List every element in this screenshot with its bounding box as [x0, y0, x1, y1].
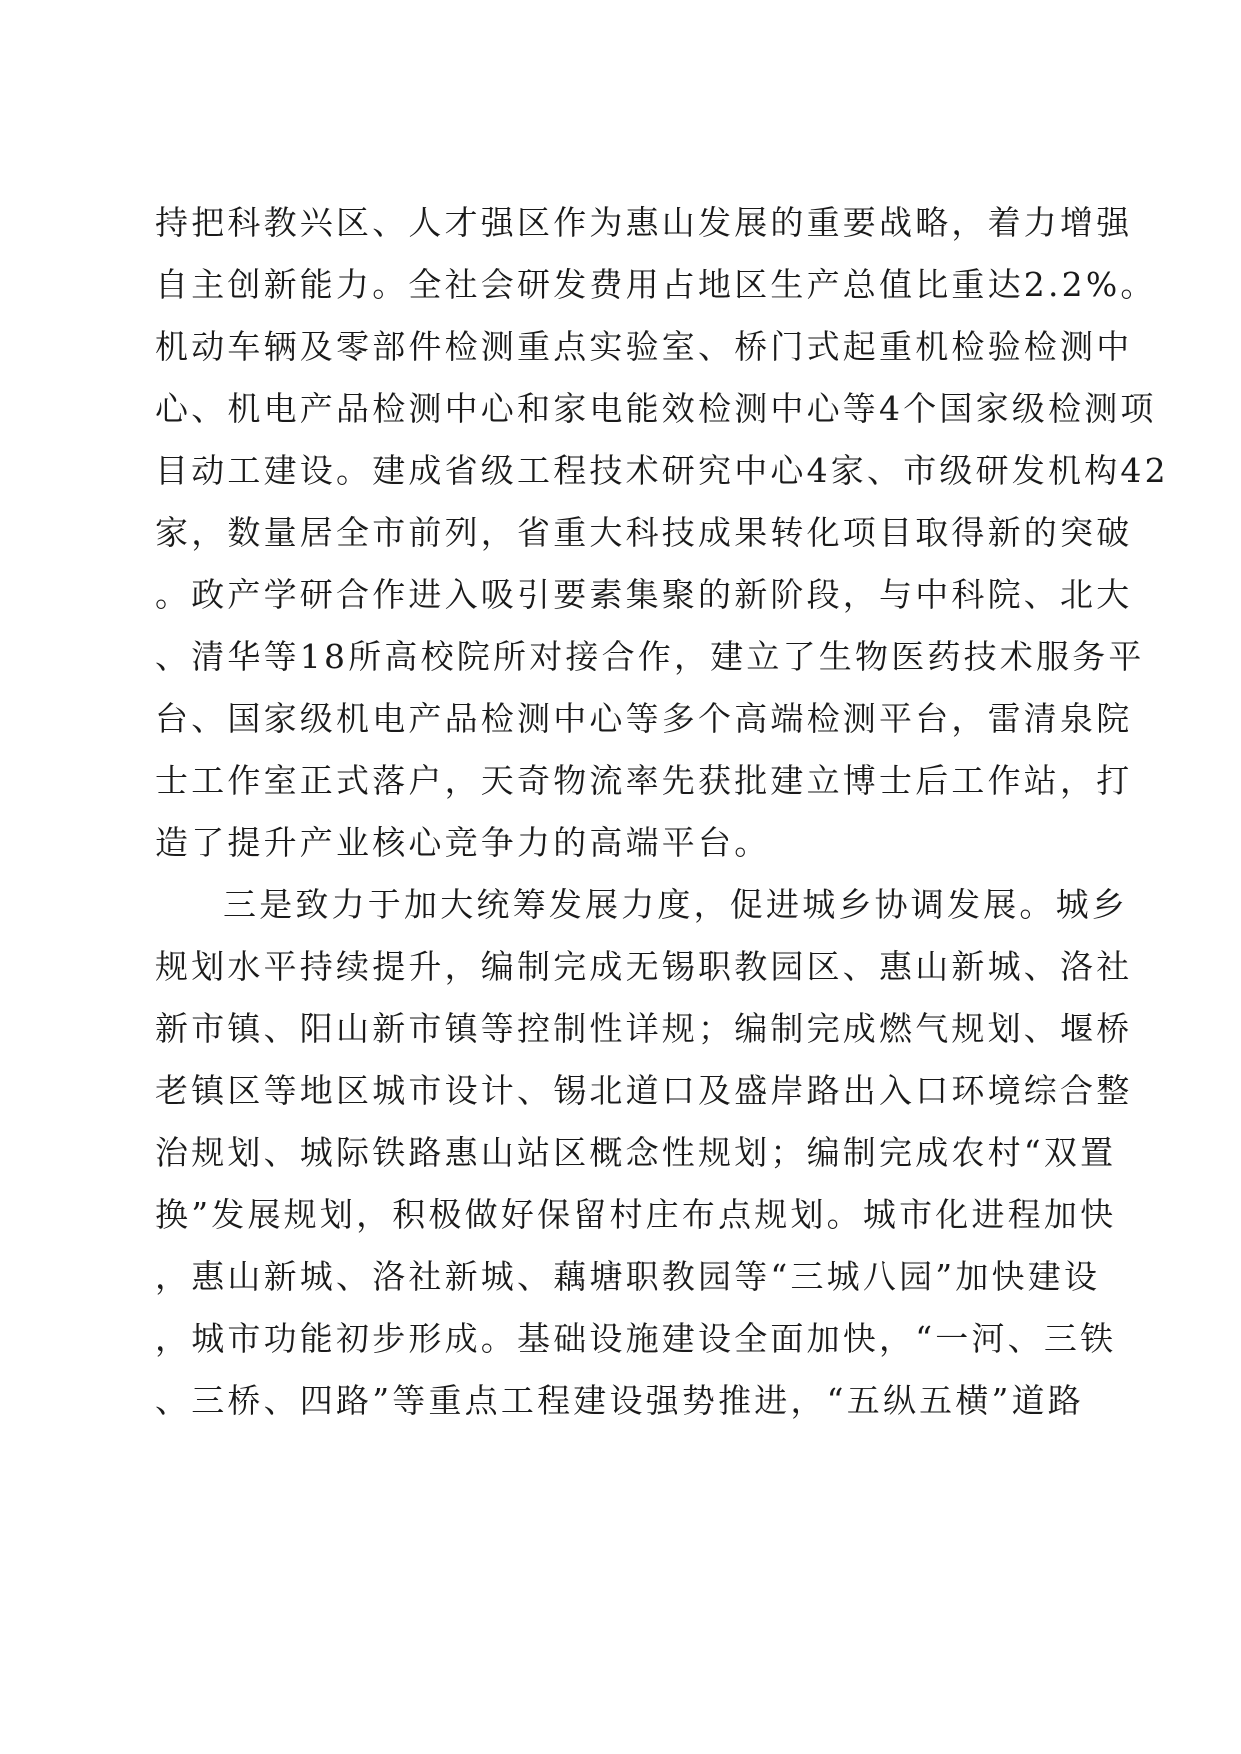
text-line: 治规划、城际铁路惠山站区概念性规划；编制完成农村“双置: [155, 1133, 1117, 1172]
paragraph-start-line: 三是致力于加大统筹发展力度，促进城乡协调发展。城乡: [223, 885, 1128, 924]
text-line: 老镇区等地区城市设计、锡北道口及盛岸路出入口环境综合整: [155, 1071, 1133, 1110]
text-line: 造了提升产业核心竞争力的高端平台。: [155, 823, 771, 862]
text-line: 新市镇、阳山新市镇等控制性详规；编制完成燃气规划、堰桥: [155, 1009, 1133, 1048]
text-line: 士工作室正式落户，天奇物流率先获批建立博士后工作站，打: [155, 761, 1133, 800]
text-line: 家，数量居全市前列，省重大科技成果转化项目取得新的突破: [155, 513, 1133, 552]
text-line: 自主创新能力。全社会研发费用占地区生产总值比重达2.2%。: [155, 265, 1157, 304]
text-line: 心、机电产品检测中心和家电能效检测中心等4个国家级检测项: [155, 389, 1157, 428]
text-line: 换”发展规划，积极做好保留村庄布点规划。城市化进程加快: [155, 1195, 1117, 1234]
text-line: 、清华等18所高校院所对接合作，建立了生物医药技术服务平: [155, 637, 1145, 676]
text-line: 规划水平持续提升，编制完成无锡职教园区、惠山新城、洛社: [155, 947, 1133, 986]
text-line: 。政产学研合作进入吸引要素集聚的新阶段，与中科院、北大: [155, 575, 1133, 614]
text-line: 、三桥、四路”等重点工程建设强势推进，“五纵五横”道路: [155, 1381, 1085, 1420]
text-line: ，城市功能初步形成。基础设施建设全面加快，“一河、三铁: [155, 1319, 1117, 1358]
text-line: 台、国家级机电产品检测中心等多个高端检测平台，雷清泉院: [155, 699, 1133, 738]
text-line: 持把科教兴区、人才强区作为惠山发展的重要战略，着力增强: [155, 203, 1133, 242]
text-line: ，惠山新城、洛社新城、藕塘职教园等“三城八园”加快建设: [155, 1257, 1101, 1296]
text-line: 机动车辆及零部件检测重点实验室、桥门式起重机检验检测中: [155, 327, 1133, 366]
text-line: 目动工建设。建成省级工程技术研究中心4家、市级研发机构42: [155, 451, 1169, 490]
